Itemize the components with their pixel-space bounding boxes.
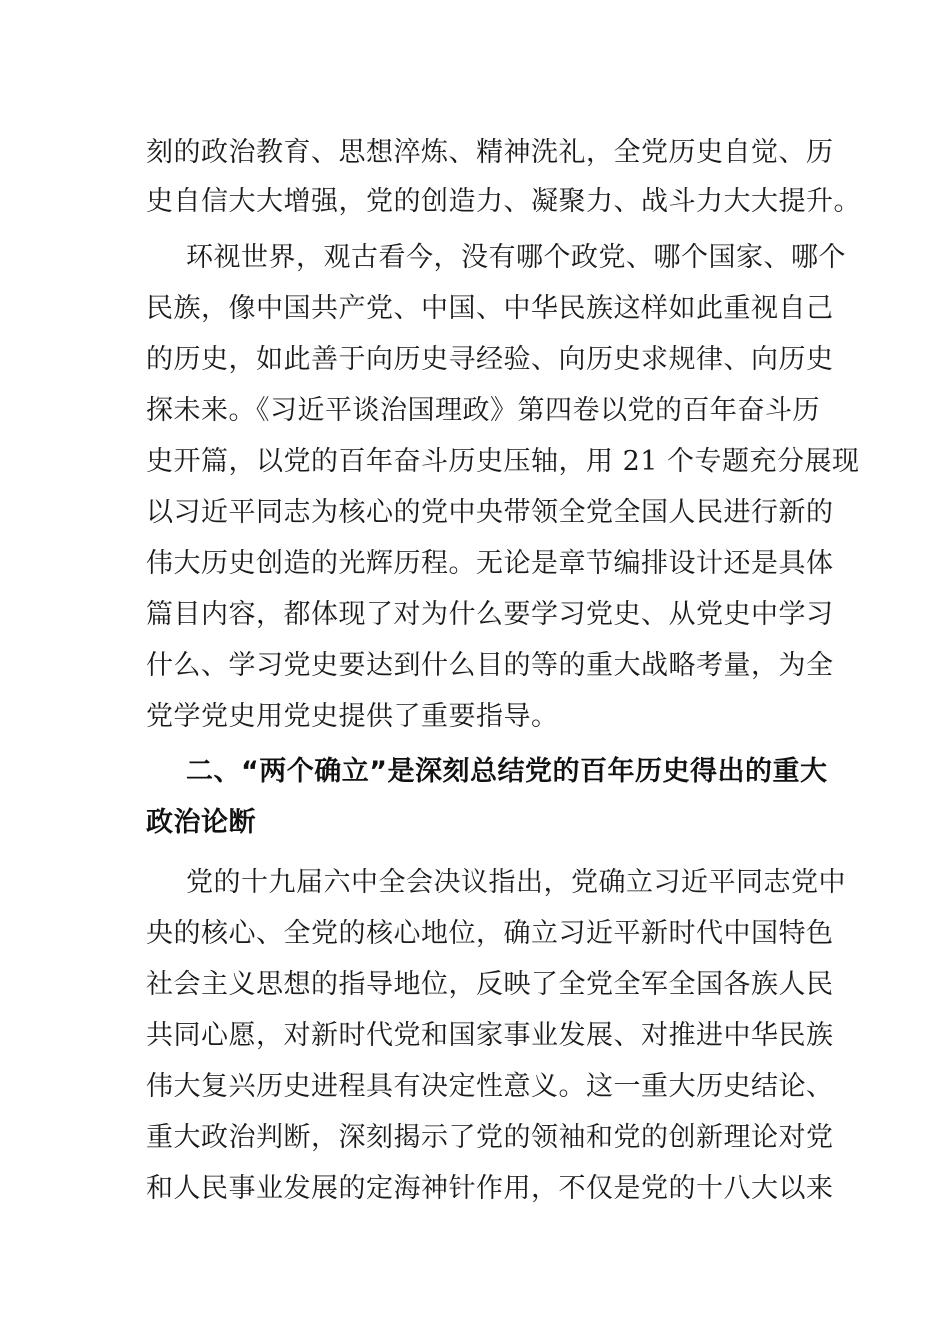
paragraph-line: 党的十九届六中全会决议指出，党确立习近平同志党中 [186, 867, 846, 898]
paragraph-line: 探未来。《习近平谈治国理政》第四卷以党的百年奋斗历 [146, 395, 820, 426]
paragraph-line: 篇目内容，都体现了对为什么要学习党史、从党史中学习 [146, 599, 834, 630]
paragraph-line: 和人民事业发展的定海神针作用，不仅是党的十八大以来 [146, 1173, 834, 1204]
paragraph-line: 环视世界，观古看今，没有哪个政党、哪个国家、哪个 [186, 242, 846, 273]
paragraph-line: 社会主义思想的指导地位，反映了全党全军全国各族人民 [146, 969, 834, 1000]
paragraph-line: 史开篇，以党的百年奋斗历史压轴，用 21 个专题充分展现 [146, 446, 860, 477]
paragraph-line: 伟大历史创造的光辉历程。无论是章节编排设计还是具体 [146, 548, 834, 579]
paragraph-line: 民族，像中国共产党、中国、中华民族这样如此重视自己 [146, 293, 834, 324]
paragraph-line: 什么、学习党史要达到什么目的等的重大战略考量，为全 [146, 650, 834, 681]
paragraph-line: 共同心愿，对新时代党和国家事业发展、对推进中华民族 [146, 1020, 834, 1051]
paragraph-line: 刻的政治教育、思想淬炼、精神洗礼，全党历史自觉、历 [146, 137, 834, 168]
paragraph-line: 央的核心、全党的核心地位，确立习近平新时代中国特色 [146, 918, 834, 949]
paragraph-line: 党学党史用党史提供了重要指导。 [146, 701, 559, 732]
paragraph-line: 的历史，如此善于向历史寻经验、向历史求规律、向历史 [146, 344, 834, 375]
paragraph-line: 伟大复兴历史进程具有决定性意义。这一重大历史结论、 [146, 1071, 834, 1102]
paragraph-line: 以习近平同志为核心的党中央带领全党全国人民进行新的 [146, 497, 834, 528]
section-heading: 政治论断 [146, 807, 256, 838]
paragraph-line: 史自信大大增强，党的创造力、凝聚力、战斗力大大提升。 [146, 186, 861, 217]
section-heading: 二、“两个确立”是深刻总结党的百年历史得出的重大 [186, 756, 828, 787]
paragraph-line: 重大政治判断，深刻揭示了党的领袖和党的创新理论对党 [146, 1122, 834, 1153]
